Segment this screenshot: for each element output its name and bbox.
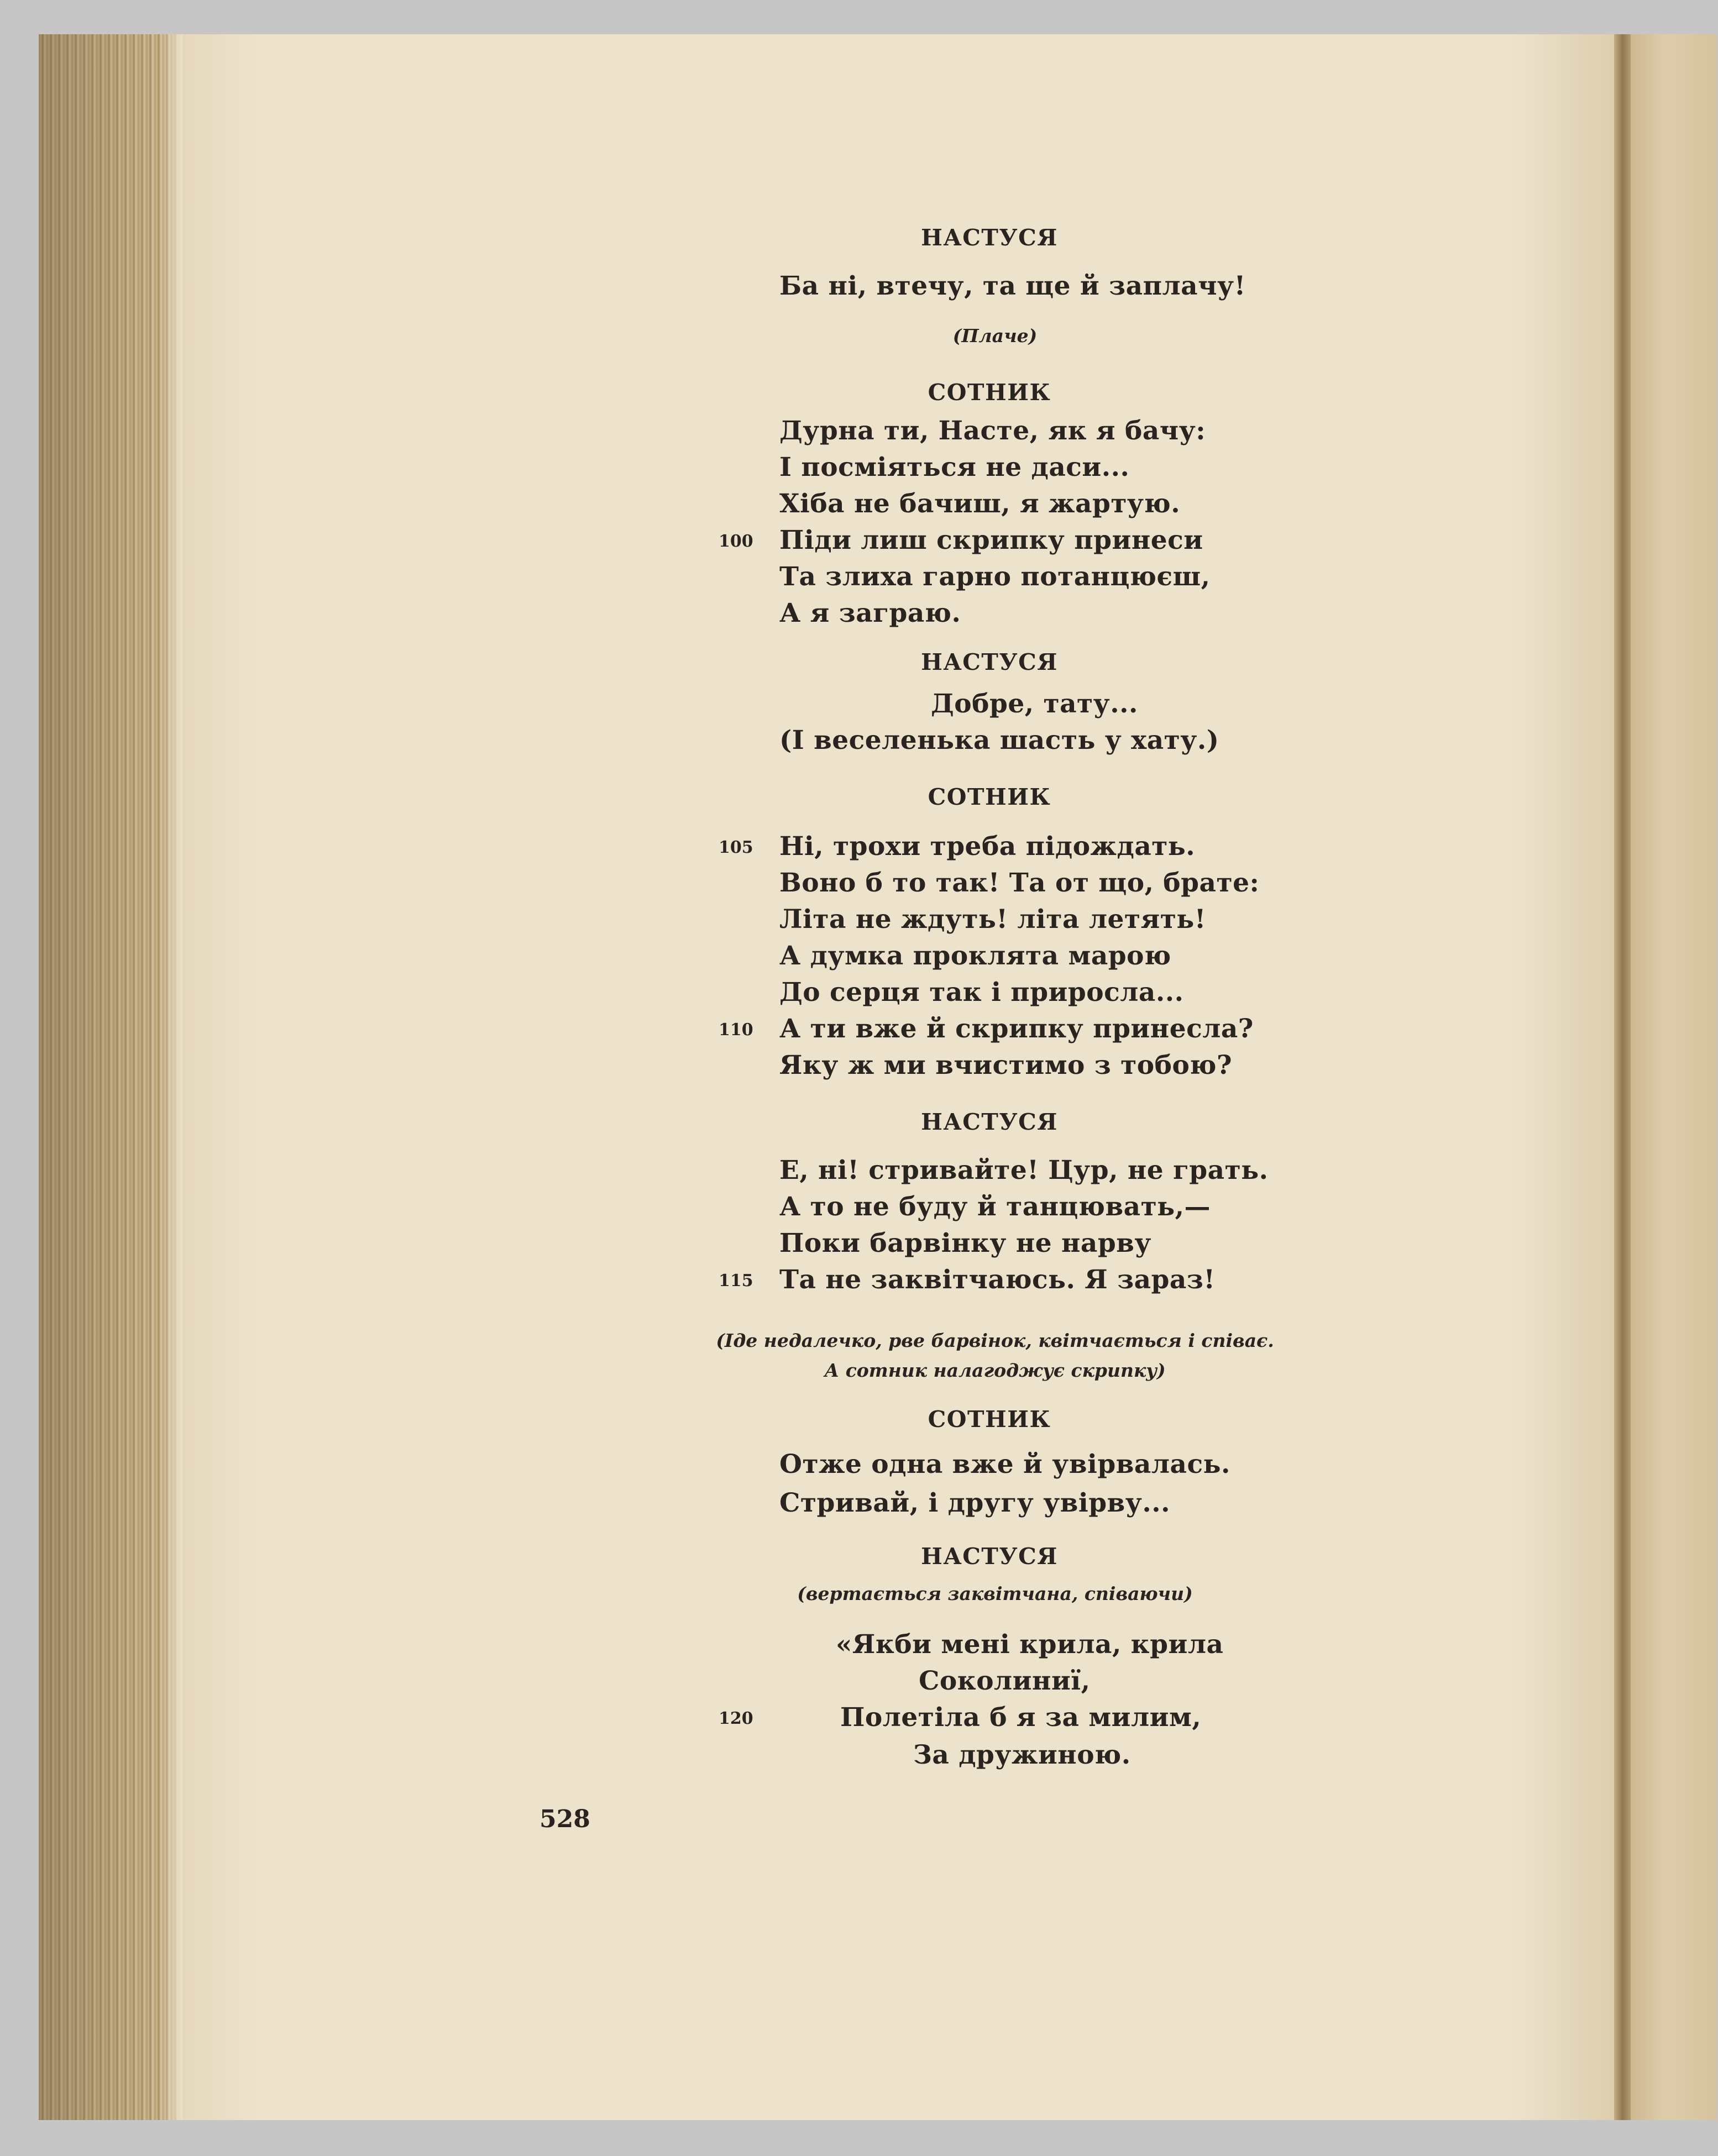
speaker-name: НАСТУСЯ <box>921 224 1058 251</box>
speaker-name: НАСТУСЯ <box>921 1543 1058 1570</box>
speaker-name: СОТНИК <box>928 784 1051 810</box>
verse-line: Та злиха гарно потанцюєш, <box>779 562 1211 592</box>
verse-line: Отже одна вже й увірвалась. <box>779 1449 1230 1480</box>
verse-line: Дурна ти, Насте, як я бачу: <box>779 416 1206 446</box>
verse-line: Воно б то так! Та от що, брате: <box>779 868 1260 898</box>
verse-line: І посміяться не даси... <box>779 452 1130 482</box>
verse-line: За дружиною. <box>913 1740 1131 1770</box>
stage-direction: (Іде недалечко, рве барвінок, квітчається і співає. <box>716 1330 1274 1351</box>
page-number: 528 <box>540 1805 590 1833</box>
verse-line: Е, ні! стривайте! Цур, не грать. <box>779 1155 1269 1185</box>
speaker-name: НАСТУСЯ <box>921 1109 1058 1135</box>
verse-line: Піди лиш скрипку принеси <box>779 525 1203 555</box>
verse-line: Ба ні, втечу, та ще й заплачу! <box>779 271 1246 301</box>
verse-line: А ти вже й скрипку принесла? <box>779 1014 1254 1044</box>
verse-line: Поки барвінку не нарву <box>779 1228 1151 1258</box>
stage-direction: А сотник налагоджує скрипку) <box>824 1360 1166 1381</box>
verse-line: Та не заквітчаюсь. Я зараз! <box>779 1265 1216 1295</box>
stage-direction: (вертається заквітчана, співаючи) <box>797 1583 1193 1604</box>
verse-line: Полетіла б я за милим, <box>840 1702 1202 1733</box>
line-number: 110 <box>719 1020 753 1040</box>
line-number: 105 <box>719 838 753 857</box>
verse-line: Хіба не бачиш, я жартую. <box>779 489 1181 519</box>
verse-line: Літа не ждуть! літа летять! <box>779 904 1206 935</box>
verse-line: (І веселенька шасть у хату.) <box>779 725 1219 756</box>
verse-line: Яку ж ми вчистимо з тобою? <box>779 1050 1233 1080</box>
line-number: 100 <box>719 532 753 551</box>
line-number: 115 <box>719 1271 753 1291</box>
verse-line: До серця так і приросла... <box>779 977 1184 1008</box>
speaker-name: НАСТУСЯ <box>921 649 1058 675</box>
verse-line: Стривай, і другу увірву... <box>779 1488 1170 1518</box>
verse-line: А я заграю. <box>779 598 961 628</box>
speaker-name: СОТНИК <box>928 379 1051 406</box>
line-number: 120 <box>719 1709 753 1728</box>
verse-line: А думка проклята марою <box>779 941 1171 971</box>
verse-line: «Якби мені крила, крила <box>836 1629 1224 1660</box>
stage-direction: (Плаче) <box>952 325 1038 347</box>
verse-line: Ні, трохи треба підождать. <box>779 831 1196 862</box>
verse-line: Соколиниї, <box>919 1666 1091 1696</box>
verse-line: А то не буду й танцювать,— <box>779 1192 1211 1222</box>
speaker-name: СОТНИК <box>928 1406 1051 1433</box>
verse-line: Добре, тату... <box>931 689 1138 719</box>
